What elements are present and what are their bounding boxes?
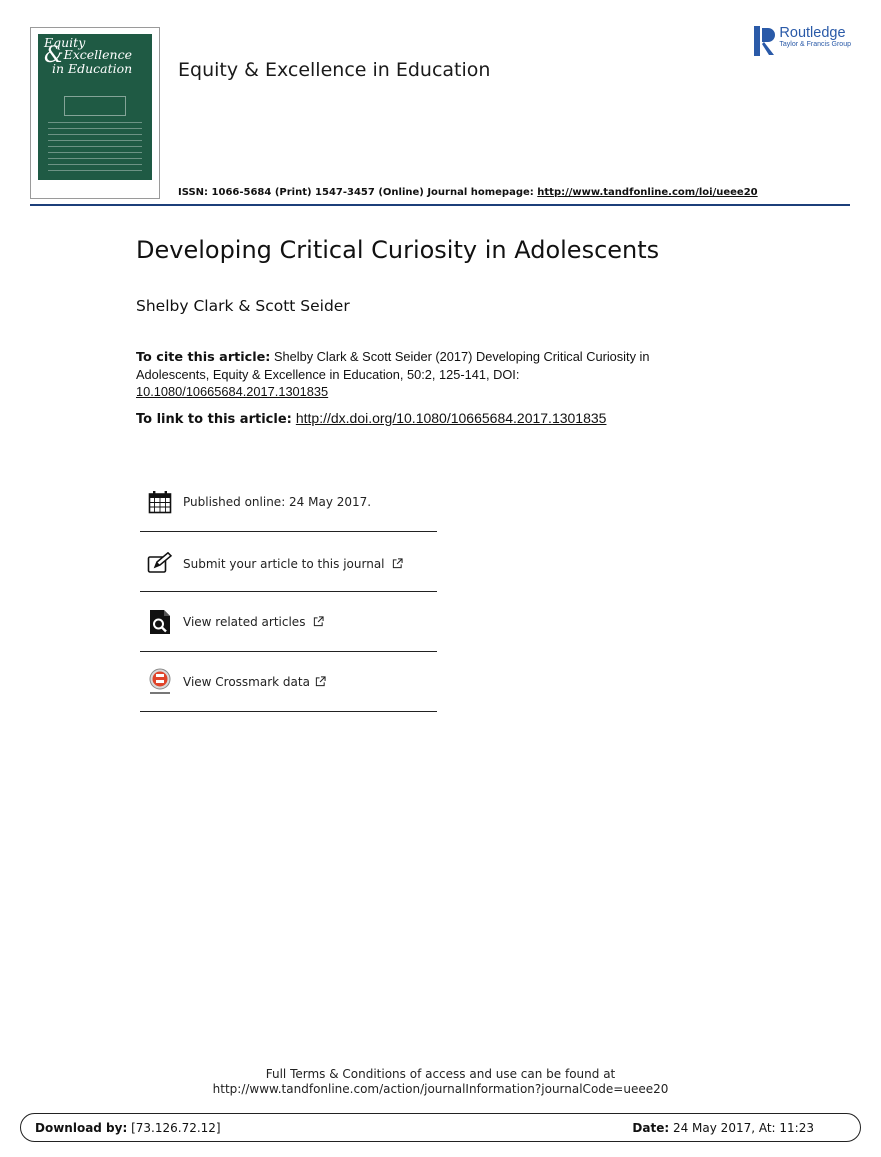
publisher-name: Routledge [779, 25, 846, 41]
terms-url[interactable]: http://www.tandfonline.com/action/journalInformation?journalCode=ueee20 [212, 1082, 669, 1096]
article-info-list [140, 472, 437, 712]
article-title: Developing Critical Curiosity in Adolescents [136, 236, 660, 264]
download-by-label: Download by: [35, 1120, 128, 1135]
journal-cover [30, 27, 160, 199]
external-link-icon [315, 676, 326, 687]
journal-homepage-link[interactable]: http://www.tandfonline.com/loi/ueee20 [537, 187, 758, 198]
cover-lines [48, 122, 142, 176]
link-label: To link to this article: [136, 412, 292, 427]
cite-text: Shelby Clark & Scott Seider (2017) Developing Critical Curiosity in Adolescents, Equity & Excellence in Education, 50:2, 125-141, DOI: [136, 349, 650, 382]
cite-doi-link[interactable]: 10.1080/10665684.2017.1301835 [136, 384, 329, 399]
article-doi-link[interactable]: http://dx.doi.org/10.1080/10665684.2017.1301835 [295, 410, 607, 426]
cover-title-line1: Equity [44, 35, 86, 50]
issn-text: ISSN: 1066-5684 (Print) 1547-3457 (Online) Journal homepage: [178, 187, 538, 198]
terms-conditions [0, 1067, 881, 1097]
article-link-line [136, 410, 606, 427]
download-date-value: 24 May 2017, At: 11:23 [669, 1120, 814, 1135]
document-search-icon [147, 609, 173, 635]
submit-article-label: Submit your article to this journal [183, 556, 385, 571]
cite-label: To cite this article: [136, 350, 271, 365]
crossmark-link[interactable] [183, 675, 326, 689]
related-articles-link[interactable] [183, 615, 324, 629]
issn-line [178, 187, 758, 198]
cover-footer [38, 180, 152, 198]
download-date [632, 1121, 814, 1135]
calendar-icon [147, 489, 173, 515]
journal-title: Equity & Excellence in Education [178, 59, 491, 81]
download-date-label: Date: [632, 1120, 670, 1135]
related-articles-label: View related articles [183, 614, 306, 629]
cover-title-line3: in Education [51, 61, 133, 76]
cover-title-amp: & [44, 43, 64, 68]
terms-line: Full Terms & Conditions of access and use can be found at [265, 1067, 616, 1081]
external-link-icon [392, 558, 403, 569]
edit-icon [147, 551, 173, 577]
related-articles-item[interactable] [140, 592, 437, 652]
cover-title [44, 37, 132, 75]
publisher-logo[interactable] [754, 26, 851, 56]
download-info-bar [20, 1113, 861, 1142]
crossmark-icon [147, 669, 173, 695]
cover-title-line2: Excellence [63, 47, 133, 62]
download-by [35, 1121, 221, 1135]
header-divider [30, 204, 850, 206]
cover-image [38, 34, 152, 180]
external-link-icon [313, 616, 324, 627]
article-authors: Shelby Clark & Scott Seider [136, 297, 350, 315]
submit-article-link[interactable] [183, 557, 403, 571]
cover-box [64, 96, 126, 116]
published-online-text: Published online: 24 May 2017. [183, 494, 372, 509]
submit-article-item[interactable] [140, 532, 437, 592]
download-by-value: [73.126.72.12] [127, 1120, 221, 1135]
publisher-subtitle: Taylor & Francis Group [779, 41, 851, 48]
citation-block [136, 348, 656, 400]
crossmark-item[interactable] [140, 652, 437, 712]
routledge-logo-icon [754, 26, 776, 56]
published-online-item [140, 472, 437, 532]
crossmark-label: View Crossmark data [183, 674, 310, 689]
